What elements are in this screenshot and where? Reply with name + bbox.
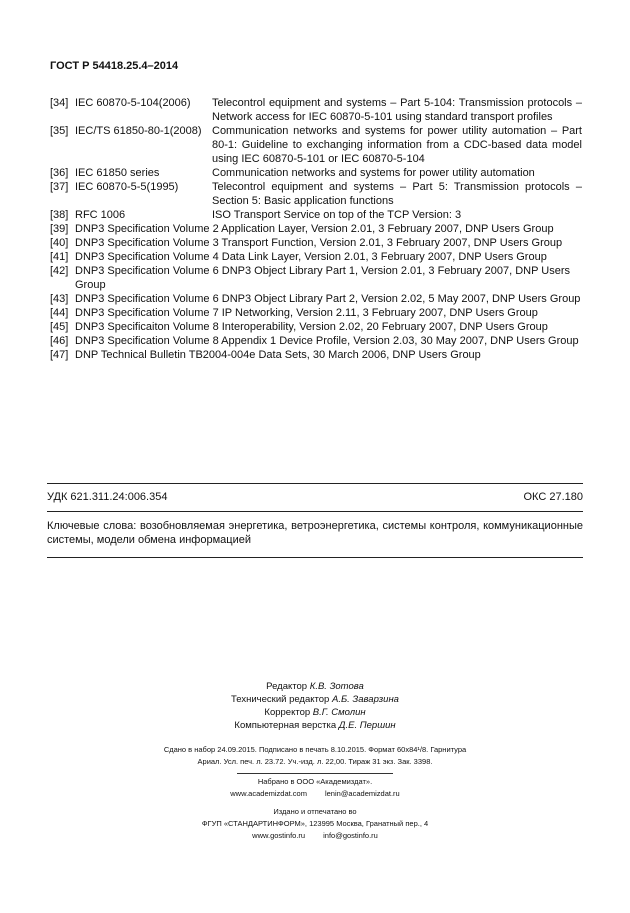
printer-website-link[interactable]: www.gostinfo.ru <box>252 831 306 840</box>
reference-item <box>50 180 582 208</box>
print-info-line: Сдано в набор 24.09.2015. Подписано в печать 8.10.2015. Формат 60x84¹/8. Гарнитура <box>163 745 467 754</box>
reference-item <box>50 166 582 180</box>
reference-number: [41] <box>50 251 69 263</box>
reference-number: [42] <box>50 265 69 277</box>
reference-number: [34] <box>50 97 69 109</box>
reference-text: DNP Technical Bulletin TB2004-004e Data Sets, 30 March 2006, DNP Users Group <box>75 349 481 361</box>
reference-item <box>50 264 582 292</box>
reference-number: [36] <box>50 167 69 179</box>
credit-name: В.Г. Смолин <box>312 707 366 718</box>
divider-bottom <box>47 557 583 558</box>
reference-title: ISO Transport Service on top of the TCP Version: 3 <box>212 209 462 221</box>
printer-line: ФГУП «СТАНДАРТИНФОРМ», 123995 Москва, Гранатный пер., 4 <box>201 819 429 828</box>
printer-info <box>0 806 630 842</box>
reference-item <box>50 208 582 222</box>
credit-name: А.Б. Заварзина <box>331 694 399 705</box>
divider-top <box>47 483 583 484</box>
credit-name: К.В. Зотова <box>309 681 364 692</box>
reference-text: DNP3 Specification Volume 8 Appendix 1 Device Profile, Version 2.03, 30 May 2007, DNP Users Group <box>75 335 579 347</box>
reference-item <box>50 250 582 264</box>
reference-item <box>50 320 582 334</box>
publisher-contacts <box>0 788 630 800</box>
reference-number: [46] <box>50 335 69 347</box>
reference-title: Communication networks and systems for power utility automation <box>212 167 535 179</box>
reference-item <box>50 236 582 250</box>
page-title: ГОСТ Р 54418.25.4–2014 <box>50 60 179 72</box>
reference-standard: IEC 60870-5-104(2006) <box>75 97 191 109</box>
reference-text: DNP3 Specification Volume 6 DNP3 Object Library Part 1, Version 2.01, 3 February 2007, DNP Users Group <box>75 265 571 291</box>
credit-role: Технический редактор <box>231 694 330 705</box>
credit-role: Редактор <box>266 681 308 692</box>
printer-line: Издано и отпечатано во <box>273 807 357 816</box>
reference-item <box>50 348 582 362</box>
udk-code: УДК 621.311.24:006.354 <box>47 491 168 503</box>
reference-title: Communication networks and systems for power utility automation – Part 80-1: Guideline to exchanging information from a CDC-based data model using IEC 60870-5-101 or IEC 60870-5-104 <box>212 125 582 165</box>
reference-text: DNP3 Specification Volume 2 Application Layer, Version 2.01, 3 February 2007, DNP Users Group <box>75 223 554 235</box>
credit-line <box>0 693 630 706</box>
reference-title: Telecontrol equipment and systems – Part 5: Transmission protocols – Section 5: Basic application functions <box>212 181 582 207</box>
credit-line <box>0 706 630 719</box>
reference-number: [45] <box>50 321 69 333</box>
publisher-website-link[interactable]: www.academizdat.com <box>230 789 307 798</box>
publisher-info <box>0 776 630 800</box>
reference-item <box>50 334 582 348</box>
divider-middle <box>47 511 583 512</box>
credit-name: Д.Е. Першин <box>338 720 396 731</box>
credit-line <box>0 719 630 732</box>
printer-contacts <box>0 830 630 842</box>
reference-item <box>50 96 582 124</box>
printer-email-link[interactable]: info@gostinfo.ru <box>323 831 378 840</box>
reference-text: DNP3 Specification Volume 7 IP Networking, Version 2.11, 3 February 2007, DNP Users Group <box>75 307 538 319</box>
publisher-name: Набрано в ООО «Академиздат». <box>257 777 373 786</box>
reference-item <box>50 222 582 236</box>
reference-text: DNP3 Specification Volume 3 Transport Function, Version 2.01, 3 February 2007, DNP Users Group <box>75 237 563 249</box>
reference-number: [47] <box>50 349 69 361</box>
reference-item <box>50 306 582 320</box>
editorial-credits <box>0 680 630 732</box>
bibliography-list <box>50 96 582 362</box>
reference-text: DNP3 Specificaiton Volume 8 Interoperability, Version 2.02, 20 February 2007, DNP Users Group <box>75 321 548 333</box>
reference-standard: IEC/TS 61850-80-1(2008) <box>75 125 202 137</box>
reference-item <box>50 124 582 166</box>
credit-line <box>0 680 630 693</box>
reference-text: DNP3 Specification Volume 4 Data Link Layer, Version 2.01, 3 February 2007, DNP Users Group <box>75 251 547 263</box>
reference-number: [38] <box>50 209 69 221</box>
reference-standard: IEC 60870-5-5(1995) <box>75 181 179 193</box>
reference-standard: RFC 1006 <box>75 209 126 221</box>
publisher-email-link[interactable]: lenin@academizdat.ru <box>324 789 400 798</box>
reference-item <box>50 292 582 306</box>
reference-number: [44] <box>50 307 69 319</box>
print-information <box>0 744 630 768</box>
reference-number: [39] <box>50 223 69 235</box>
reference-number: [37] <box>50 181 69 193</box>
oks-code: ОКС 27.180 <box>523 491 583 503</box>
credit-role: Компьютерная верстка <box>234 720 337 731</box>
reference-number: [40] <box>50 237 69 249</box>
reference-number: [43] <box>50 293 69 305</box>
reference-text: DNP3 Specification Volume 6 DNP3 Object Library Part 2, Version 2.02, 5 May 2007, DNP Users Group <box>75 293 581 305</box>
keywords-text: Ключевые слова: возобновляемая энергетика, ветроэнергетика, системы контроля, коммуникационные системы, модели обмена информацией <box>47 520 583 546</box>
print-info-line: Ариал. Усл. печ. л. 23.72. Уч.-изд. л. 22,00. Тираж 31 экз. Зак. 3398. <box>197 757 433 766</box>
reference-standard: IEC 61850 series <box>75 167 160 179</box>
publisher-divider <box>237 773 393 774</box>
reference-number: [35] <box>50 125 69 137</box>
reference-title: Telecontrol equipment and systems – Part 5-104: Transmission protocols – Network access for IEC 60870-5-101 using standard transport profiles <box>212 97 582 123</box>
credit-role: Корректор <box>264 707 311 718</box>
classification-row <box>47 491 583 503</box>
